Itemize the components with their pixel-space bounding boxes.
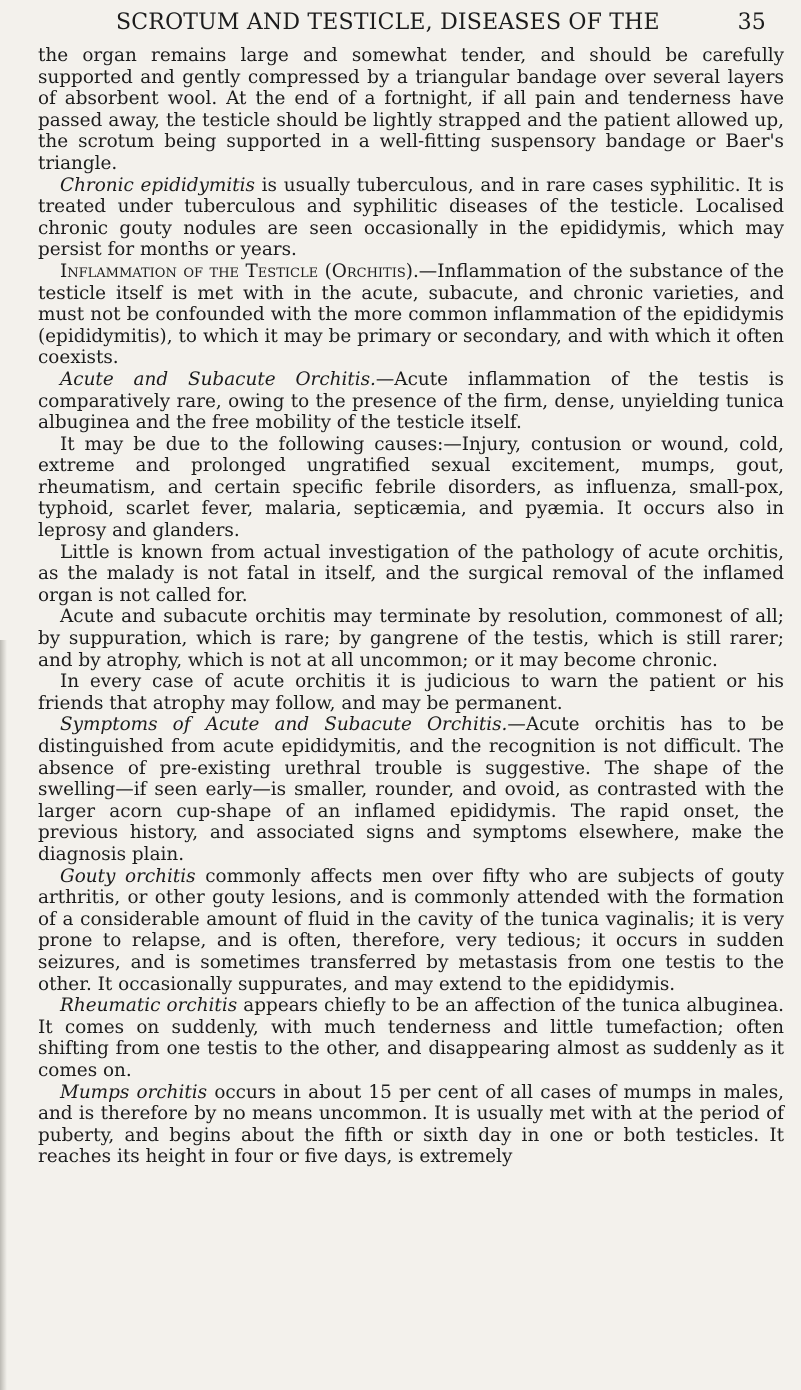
paragraph-text: —Acute inflammation of the testis is comparatively rare, owing to the presence of the firm, dense, unyielding tunica albuginea and the free mobility of the testicle itself.	[38, 368, 784, 434]
paragraph-text: commonly affects men over fifty who are subjects of gouty arthritis, or other gouty lesions, and is commonly attended with the formation of a considerable amount of fluid in the cavity of the tunica vaginalis; it is very prone to relapse, and is often, therefore, very tedious; it occurs in sudden seizures, and is sometimes transferred by metastasis from one testis to the other. It occasionally suppurates, and may extend to the epididymis.	[38, 865, 784, 995]
paragraph-inflammation-of-testicle	[38, 261, 784, 369]
paragraph-text: In every case of acute orchitis it is judicious to warn the patient or his friends that atrophy may follow, and may be permanent.	[38, 671, 784, 714]
page-number: 35	[737, 10, 766, 35]
paragraph-text: It may be due to the following causes:—Injury, contusion or wound, cold, extreme and prolonged ungratified sexual excitement, mumps, gout, rheumatism, and certain specific febrile disorders, as influenza, small-pox, typhoid, scarlet fever, malaria, septicæmia, and pyæmia. It occurs also in leprosy and glanders.	[38, 433, 784, 542]
paragraph-text: Little is known from actual investigation of the pathology of acute orchitis, as the malady is not fatal in itself, and the surgical removal of the inflamed organ is not called for.	[38, 541, 784, 606]
paragraph-warning	[38, 671, 784, 714]
body-text	[38, 45, 784, 1168]
paragraph-lead-italic: Mumps orchitis	[60, 1081, 208, 1103]
paragraph-mumps-orchitis	[38, 1082, 784, 1168]
paragraph-text: —Inflammation of the substance of the testicle itself is met with in the acute, subacute, and chronic varieties, and must not be confounded with the more common inflammation of the epididymis (epididymitis), to which it may be primary or secondary, and with which it often coexists.	[38, 260, 785, 369]
paragraph-lead-italic: Chronic epididymitis	[60, 174, 255, 196]
paragraph-rheumatic-orchitis	[38, 995, 784, 1081]
paragraph-lead-italic: Rheumatic orchitis	[60, 995, 238, 1017]
paragraph-text: is usually tuberculous, and in rare cases syphilitic. It is treated under tuberculous and syphilitic diseases of the testicle. Localised chronic gouty nodules are seen occasionally in the epididymis, which may persist for months or years.	[38, 174, 784, 261]
paragraph-text: the organ remains large and somewhat tender, and should be carefully supported and gently compressed by a triangular bandage over several layers of absorbent wool. At the end of a fortnight, if all pain and tenderness have passed away, the testicle should be lightly strapped and the patient allowed up, the scrotum being supported in a well-fitting suspensory bandage or Baer's triangle.	[38, 45, 784, 174]
paragraph-text: occurs in about 15 per cent of all cases of mumps in males, and is therefore by no means uncommon. It is usually met with at the period of puberty, and begins about the fifth or sixth day in one or both testicles. It reaches its height in four or five days, is extremely	[38, 1081, 784, 1168]
paragraph-gouty-orchitis	[38, 866, 784, 996]
page-binding-shadow	[0, 640, 7, 1390]
paragraph-lead-italic: Symptoms of Acute and Subacute Orchitis.	[60, 714, 508, 736]
running-title: SCROTUM AND TESTICLE, DISEASES OF THE	[116, 10, 660, 35]
paragraph-text: appears chiefly to be an affection of the tunica albuginea. It comes on suddenly, with much tenderness and little tumefaction; often shifting from one testis to the other, and disappearing almost as suddenly as it comes on.	[38, 995, 784, 1081]
section-heading: Inflammation of the Testicle (Orchitis).	[60, 260, 419, 282]
paragraph-chronic-epididymitis	[38, 175, 784, 261]
paragraph-lead-italic: Acute and Subacute Orchitis.	[60, 368, 376, 390]
paragraph-lead-italic: Gouty orchitis	[60, 865, 196, 887]
running-header	[116, 8, 776, 38]
paragraph-symptoms	[38, 714, 784, 865]
paragraph-continuation	[38, 45, 784, 175]
paragraph-acute-subacute-orchitis	[38, 369, 784, 434]
paragraph-text: —Acute orchitis has to be distinguished from acute epididymitis, and the recognition is not difficult. The absence of pre-existing urethral trouble is suggestive. The shape of the swelling—if seen early—is smaller, rounder, and ovoid, as contrasted with the larger acorn cup-shape of an inflamed epididymis. The rapid onset, the previous history, and associated signs and symptoms elsewhere, make the diagnosis plain.	[38, 714, 785, 865]
paragraph-causes	[38, 434, 784, 542]
paragraph-pathology	[38, 542, 784, 607]
paragraph-termination	[38, 606, 784, 671]
paragraph-text: Acute and subacute orchitis may terminate by resolution, commonest of all; by suppuration, which is rare; by gangrene of the testis, which is still rarer; and by atrophy, which is not at all uncommon; or it may become chronic.	[38, 606, 784, 671]
